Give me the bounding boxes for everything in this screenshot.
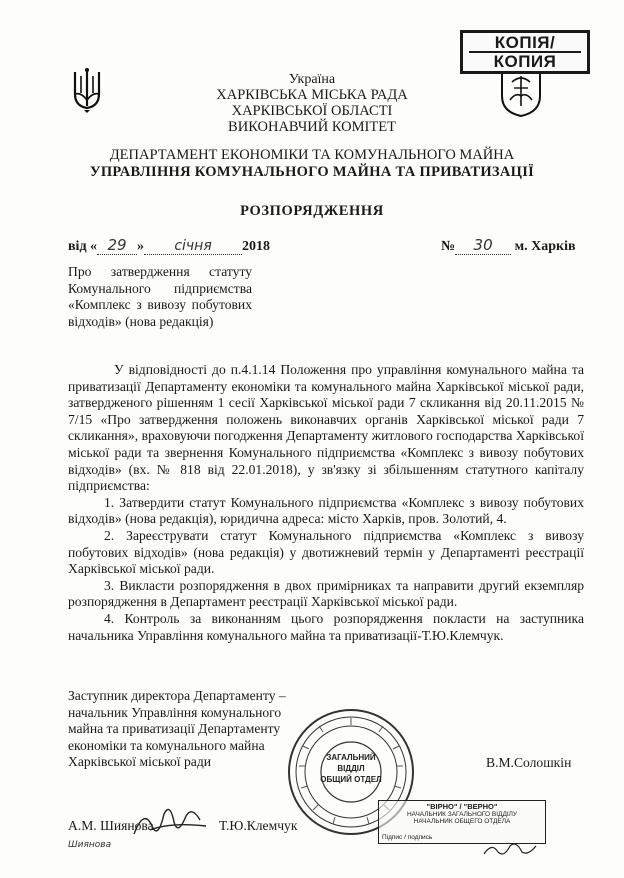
signatory-position: Заступник директора Департаменту – начальник Управління комунального майна та приватизації Департаменту економіки та комунального майна Харківської міської ради [68,688,286,770]
copy-stamp: КОПІЯ/ КОПИЯ [460,30,590,74]
header-council: ХАРКІВСЬКА МІСЬКА РАДА [216,87,408,103]
doc-number-line: № 30 м. Харків [441,236,576,254]
approver-2: Т.Ю.Клемчук [219,818,298,833]
list-item: 1. Затвердити статут Комунального підприємства «Комплекс з вивозу побутових відходів» (нова редакція), юридична адреса: місто Харків, пров. Золотий, 4. [68,494,584,527]
signatory-name: В.М.Солошкін [486,755,572,770]
header-committee: ВИКОНАВЧИЙ КОМІТЕТ [228,119,396,135]
certification-stamp: "ВІРНО" / "ВЕРНО" НАЧАЛЬНИК ЗАГАЛЬНОГО ВІДДІЛУ НАЧАЛЬНИК ОБЩЕГО ОТДЕЛА Підпис / подпись [378,800,546,844]
header-department: ДЕПАРТАМЕНТ ЕКОНОМІКИ ТА КОМУНАЛЬНОГО МАЙНА [109,147,515,163]
date-day: 29 [97,236,137,255]
list-item: 2. Зареєструвати статут Комунального підприємства «Комплекс з вивозу побутових відходів» (нова редакція) у двотижневий термін у Департаменті реєстрації Харківської міської ради. [68,527,584,577]
list-item: 4. Контроль за виконанням цього розпорядження покласти на заступника начальника Управління комунального майна та приватизації-Т.Ю.Клемчук. [68,610,584,643]
approver-1: А.М. Шиянова [68,818,154,833]
doc-number: 30 [455,236,511,255]
header-country: Україна [288,72,336,87]
doc-subject: Про затвердження статуту Комунального підприємства «Комплекс з вивозу побутових відходів» (нова редакція) [68,264,252,329]
date-month: січня [144,238,242,255]
round-seal-text: ЗАГАЛЬНИЙ ВІДДІЛ ОБЩИЙ ОТДЕЛ [320,753,382,784]
date-line: від « 29 » січня 2018 [68,236,271,254]
signature-scribble-icon [130,800,210,844]
header-region: ХАРКІВСЬКОЇ ОБЛАСТІ [231,103,393,119]
doc-body [68,362,584,644]
doc-title: РОЗПОРЯДЖЕННЯ [240,203,384,219]
approver-1-handwritten: Шиянова [68,840,112,850]
list-item: 3. Викласти розпорядження в двох примірниках та направити другий екземпляр розпорядження в Департамент реєстрації Харківської міської ради. [68,577,584,610]
body-intro: У відповідності до п.4.1.14 Положення про управління комунального майна та приватизації Департаменту економіки та комунального майна Харківської міської ради, затвердженого рішенням 1 сесії Харківської міської ради 7 скликання від 20.11.2015 № 7/15 «Про затвердження положень виконавчих органів Харківської міської ради 7 скликання», враховуючи погодження Департаменту житлового господарства Харківської міської ради та звернення Комунального підприємства «Комплекс з вивозу побутових відходів» (вх. № 818 від 22.01.2018), у зв'язку зі збільшенням статутного капіталу підприємства: [68,362,584,494]
header-directorate: УПРАВЛІННЯ КОМУНАЛЬНОГО МАЙНА ТА ПРИВАТИЗАЦІЇ [89,164,535,180]
